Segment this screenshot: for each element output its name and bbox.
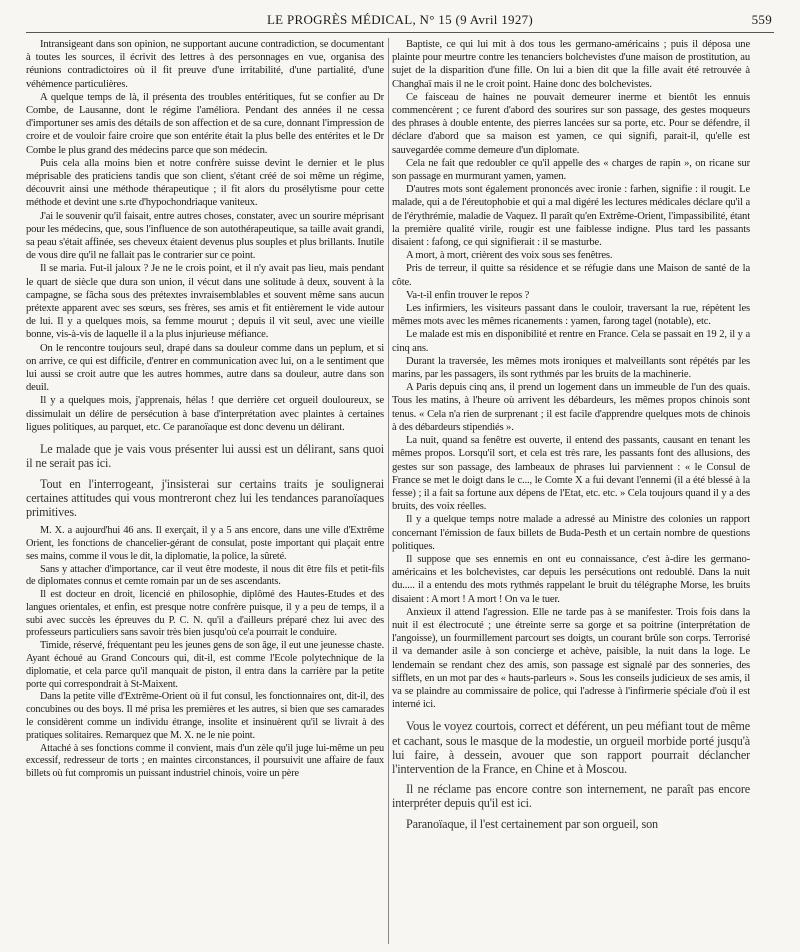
paragraph: Intransigeant dans son opinion, ne supportant aucune contradiction, se documentant à toutes les sources, il écrivit des lettres à des personnages en vue, organisa des réunions contradictoires où il fit preuve d'une irritabilité, d'une partialité, d'une véhémence particulières.	[26, 39, 384, 90]
paragraph: Pris de terreur, il quitte sa résidence et se réfugie dans une Maison de santé de la côte.	[392, 263, 750, 288]
left-column	[26, 38, 384, 946]
paragraph: A mort, à mort, crièrent des voix sous ses fenêtres.	[406, 250, 613, 262]
paragraph: La nuit, quand sa fenêtre est ouverte, il entend des passants, causant en tenant les mêmes propos. Lorsqu'il sort, et cela est très rare, les passants font des allusions, des gestes sur son passage, des lambeaux de phrases lui parviennent : « le Consul de France se met le doigt dans le c..., le Comte X a fui devant l'ennemi (il a été blessé à la fesse) ; il a fait sa fortune aux dépens de l'Etat, etc. etc. » Cela toujours quand il y a des bruits, des voix réelles.	[392, 435, 750, 513]
paragraph: Il y a quelque temps notre malade a adressé au Ministre des colonies un rapport concernant l'émission de faux billets de Buda-Pesth et un certain nombre de questions politiques.	[392, 514, 750, 552]
paragraph: Il est docteur en droit, licencié en philosophie, diplômé des Hautes-Etudes et des langues orientales, et enfin, est presque notre confrère puisque, il y a peu de temps, il a subi avec succès les épreuves du P. C. N. qu'il a d'ailleurs préparé chez lui avec des professeurs particuliers sans savoir très bien jusqu'où ce'a pourrait le conduire.	[26, 589, 384, 639]
paragraph: Puis cela alla moins bien et notre confrère suisse devint le dernier et le plus méprisable des praticiens tandis que son client, s'étant créé de soi même un régime, découvrit ainsi une méthode thérapeutique ; il fit alors du prosélytisme pour cette méthode et devint une s.rte d'hypochondriaque vaniteux.	[26, 157, 384, 209]
paragraph: D'autres mots sont également prononcés avec ironie : farhen, signifie : il rougit. Le malade, qui a de l'éreutophobie et qui a mal digéré les lectures médicales déclare qu'il a de l'érythrémie, maladie de Vaquez. Il paraît qu'en Extrême-Orient, l'impassibilité, étant la première qualité virile, rougir est une faiblesse indigne. Plus tard les passants disaient : fafong, ce qui signifierait : il se masturbe.	[392, 184, 750, 249]
paragraph: A quelque temps de là, il présenta des troubles entéritiques, fut se confier au Dr Combe, de Lausanne, dont le régime l'améliora. Pendant des années il ne cessa d'importuner ses amis des détails de son affection et de sa cure, donnant l'impression de croire et de vouloir faire croire que son entérite était la plus belle des entérites et le Dr Combe le plus grand des médecins parce que son médecin.	[26, 91, 384, 156]
paragraph-large: Vous le voyez courtois, correct et déférent, un peu méfiant tout de même et cachant, sous le masque de la modestie, un orgueil morbide porté jusqu'à lui faire, à dessein, avouer que son rapport pourrait déclancher l'intervention de la France, en Chine et à Moscou.	[392, 719, 750, 776]
paragraph: Attaché à ses fonctions comme il convient, mais d'un zèle qu'il juge lui-même un peu excessif, redresseur de torts ; en maintes circonstances, il poursuivit une affaire de faux billets où fut compromis un puissant industriel chinois, voire un père	[26, 742, 384, 780]
column-rule	[388, 38, 389, 944]
paragraph: Baptiste, ce qui lui mit à dos tous les germano-américains ; puis il déposa une plainte pour meurtre contre les tenanciers bolchevistes d'une maison de prostitution, au sujet de la disparition d'une fille. On lui a bien dit que la fille avait été retrouvée à Changhaï mais il ne le croit point. Haine donc des bolchevistes.	[392, 39, 750, 90]
paragraph: Anxieux il attend l'agression. Elle ne tarde pas à se manifester. Trois fois dans la nuit il est électrocuté ; une étreinte serre sa gorge et sa poitrine (interprétation de l'angoisse), un fourmillement parcourt ses doigts, un courant brûle son corps. Terrorisé il va demander asile à son concierge et achève, paisible, la nuit dans la loge. Le lendemain se rendant chez des amis, son passage est signalé par des sonneries, des sifflets, en un mot par des « hauts-parleurs ». Sous les conseils judicieux de ses amis, il va se plaindre au commissaire de police, qui l'adresse à l'infirmerie spéciale d'où il est interné ici.	[392, 606, 750, 711]
paragraph: Cela ne fait que redoubler ce qu'il appelle des « charges de rapin », on ricane sur son passage en murmurant yamen, yamen.	[392, 157, 750, 183]
paragraph-large: Le malade que je vais vous présenter lui aussi est un délirant, sans quoi il ne serait pas ici.	[26, 442, 384, 471]
journal-title: LE PROGRÈS MÉDICAL, N° 15 (9 Avril 1927)	[266, 12, 534, 27]
paragraph: Va-t-il enfin trouver le repos ?	[406, 289, 530, 301]
paragraph: M. X. a aujourd'hui 46 ans. Il exerçait, il y a 5 ans encore, dans une ville d'Extrême Orient, les fonctions de chancelier-gérant de consulat, poste important qui plaçait entre ses mains, comme il vous le dit, la diplomatie, la police, la sûreté.	[26, 525, 384, 562]
paragraph: Durant la traversée, les mêmes mots ironiques et malveillants sont répétés par les marins, par les passagers, ils sont rythmés par les bruits de la machinerie.	[392, 355, 750, 381]
right-column	[392, 38, 750, 946]
paragraph: Il se maria. Fut-il jaloux ? Je ne le crois point, et il n'y avait pas lieu, mais pendant le quart de siècle que dura son union, il vécut dans une solitude à deux, souvent à la campagne, se fâcha sous des prétextes invraisemblables et souvent même sans aucun prétexte apparent avec ses sœurs, ses frères, ses amis et fit entièrement le vide autour de lui. Il y a quelques mois, sa femme mourut ; depuis il vit seul, avec une vieille bonne, vis-à-vis de laquelle il a la plus injurieuse méfiance.	[26, 263, 384, 341]
page-number: 559	[751, 12, 772, 27]
paragraph: Ce faisceau de haines ne pouvait demeurer inerme et bientôt les ennuis commencèrent ; ce furent d'abord des sourires sur son passage, des gestes moqueurs des phrases à double entente, des pierres lancées sur sa porte, etc. Pour se défendre, il déclare d'abord que sa maison est yamen, ce qui signifi, parait-il, qu'elle est sauvegardée comme demeure d'un diplomate.	[392, 91, 750, 156]
paragraph: Sans y attacher d'importance, car il veut être modeste, il nous dit être fils et petit-fils de diplomates connus et cemte romain par un de ses ascendants.	[26, 563, 384, 588]
paragraph-large: Paranoïaque, il l'est certainement par son orgueil, son	[406, 816, 658, 831]
paragraph-large: Il ne réclame pas encore contre son internement, ne paraît pas encore interpréter depuis qu'il est ici.	[392, 782, 750, 811]
paragraph: Il suppose que ses ennemis en ont eu connaissance, c'est à-dire les germano-américains et les bolchevistes, car depuis les persécutions ont redoublé. Dans la nuit du..... il a entendu des mots rythmés rappelant le bruit du télégraphe Morse, les bruits disaient : A mort ! A mort ! On va le tuer.	[392, 553, 750, 605]
paragraph: Les infirmiers, les visiteurs passant dans le couloir, traversant la rue, répètent les mêmes mots avec les mêmes ricanements : yamen, farong tagel (notable), etc.	[392, 303, 750, 328]
paragraph: On le rencontre toujours seul, drapé dans sa douleur comme dans un peplum, et si on arrive, ce qui est difficile, d'entrer en communication avec lui, on a le sentiment que lui aussi se croit autre que les autres hommes, autre dans sa douleur, autre dans son deuil.	[26, 342, 384, 394]
paragraph: Dans la petite ville d'Extrême-Orient où il fut consul, les fonctionnaires ont, dit-il, des concubines ou des boys. Il mé prisa les premières et les autres, si bien que ses camarades le considèrent comme un individu étrange, insolite et insinuèrent qu'il se livrait à des pratiques solitaires. Remarquez que M. X. ne le nie point.	[26, 691, 384, 741]
running-header	[26, 10, 774, 33]
paragraph: Timide, réservé, fréquentant peu les jeunes gens de son âge, il eut une jeunesse chaste. Ayant échoué au Grand Concours qui, dit-il, est comme l'Ecole polytechnique de la diplomatie, et cela parce qu'il manquait de piston, il entra dans la carrière par la petite porte qui correspondrait à St-Maixent.	[26, 640, 384, 690]
paragraph-large: Tout en l'interrogeant, j'insisterai sur certains traits je soulignerai certaines attitudes qui vous montreront chez lui les tendances paranoïaques primitives.	[26, 476, 384, 519]
paragraph: Le malade est mis en disponibilité et rentre en France. Cela se passait en 19 2, il y a cinq ans.	[392, 329, 750, 354]
paragraph: Il y a quelques mois, j'apprenais, hélas ! que derrière cet orgueil douloureux, se dissimulait un délire de persécution à base d'interprétation avec plaintes à certaines ligues politiques, au parquet, etc. Ce paranoïaque est donc devenu un délirant.	[26, 395, 384, 433]
paragraph: A Paris depuis cinq ans, il prend un logement dans un immeuble de l'un des quais. Tous les matins, à l'heure où arrivent les débardeurs, les mêmes propos chinois sont tenus. « Cela n'a rien de surprenant ; il est facile d'apprendre quelques mots de chinois à des débardeurs stipendiés ».	[392, 382, 750, 433]
paragraph: J'ai le souvenir qu'il faisait, entre autres choses, constater, avec un sourire méprisant pour les médecins, que, sous l'influence de son autothérapeutique, sa taille avait grandi, sa peau s'était affinée, ses cheveux étaient devenus plus souples et plus brillants. Inutile de vous dire qu'il ne fallait pas le contrarier sur ce point.	[26, 210, 384, 262]
